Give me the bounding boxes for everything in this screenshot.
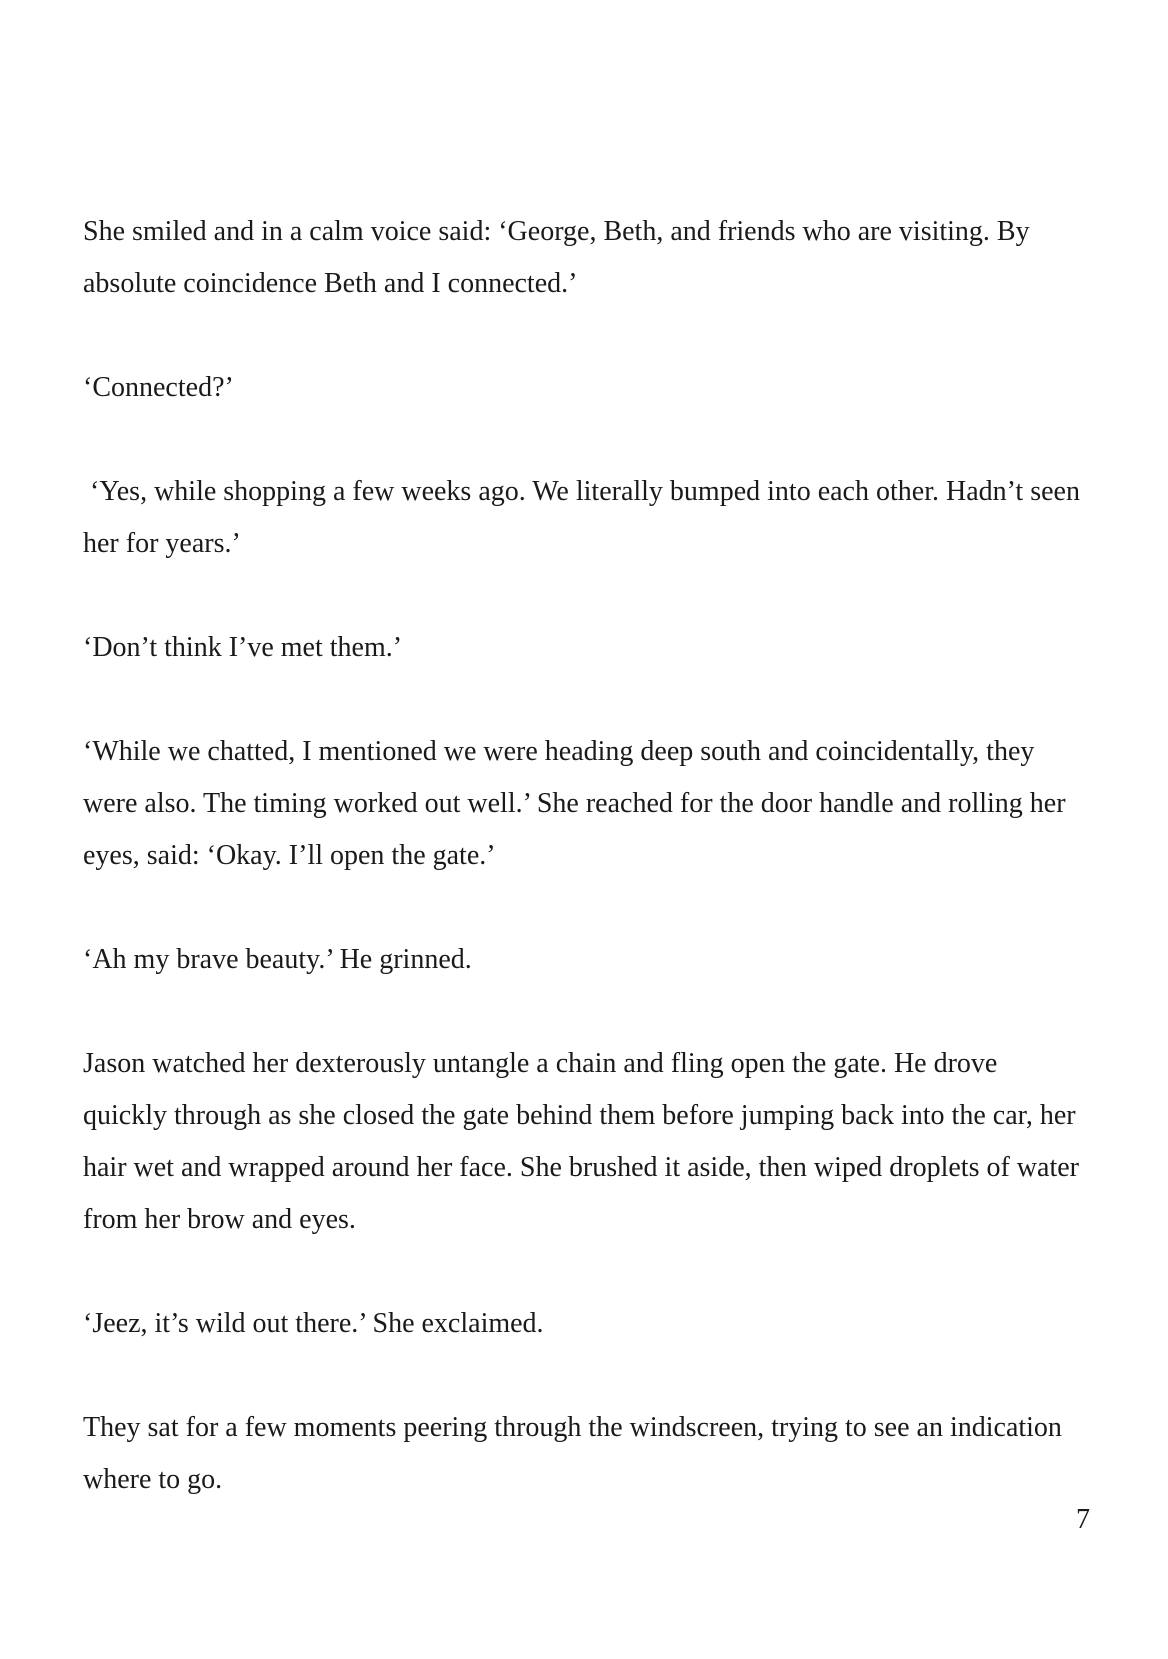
paragraph: ‘While we chatted, I mentioned we were heading deep south and coincidentally, they were also. The timing worked out well.’ She reached for the door handle and rolling her eyes, said: ‘Okay. I’ll open the gate.’ — [83, 736, 1066, 871]
paragraph: She smiled and in a calm voice said: ‘George, Beth, and friends who are visiting. By absolute coincidence Beth and I connected.’ — [83, 216, 1030, 299]
page-number: 7 — [1076, 1504, 1090, 1535]
body-text — [83, 206, 1087, 1506]
paragraph: ‘Don’t think I’ve met them.’ — [83, 632, 403, 663]
paragraph: ‘Ah my brave beauty.’ He grinned. — [83, 944, 472, 975]
paragraph: Jason watched her dexterously untangle a chain and fling open the gate. He drove quickly through as she closed the gate behind them before jumping back into the car, her hair wet and wrapped around her face. She brushed it aside, then wiped droplets of water from her brow and eyes. — [83, 1048, 1079, 1235]
paragraph: ‘Jeez, it’s wild out there.’ She exclaimed. — [83, 1308, 544, 1339]
paragraph: ‘Connected?’ — [83, 372, 234, 403]
paragraph: They sat for a few moments peering through the windscreen, trying to see an indication where to go. — [83, 1412, 1062, 1495]
paragraph: ‘Yes, while shopping a few weeks ago. We literally bumped into each other. Hadn’t seen her for years.’ — [83, 476, 1087, 559]
